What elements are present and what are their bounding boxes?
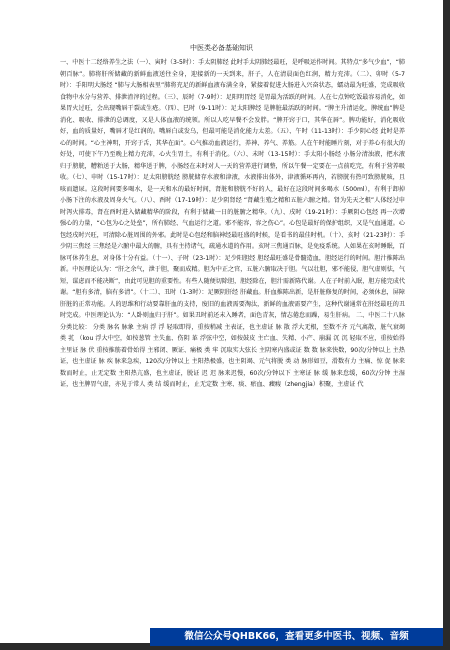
document-title: 中医类必备基础知识	[190, 44, 253, 52]
document-body: 一、中医十二经络养生之法（一）、寅时（3-5时）：手太阴肺经 此时手太阴肺经最旺，是呼吸运作时间。其特点“多气少血”，“肺朝百脉”。肺将肝所储藏的新鲜血液送往全身，迎接新的一天到来，肝子，人在清晨面色红润，精力充沛。（二）、卯时（5-7时）：手阳明大肠经 “肺与大肠相表里”肺将充足的新鲜血液布满全身，紧接着促进大肠进入兴奋状态，蠕动最为旺盛，完成吸收食物中水分与营养、排泄渣滓的过程。（三）、辰时（7-9时）：足阳明胃经 是胃最为活跃的时间。人在七点钟吃饭最容易消化，如果胃火过旺，会出现嘴唇干裂或生疮。（四）、巳时（9-11时）：足太阳脾经 是脾脏最活跃的时间。“脾主升清运化，脾统血”脾是消化、吸收、排泄的总调度，又是人体血液的统领。所以人吃早餐不会发胖。“脾开窍于口，其华在唇”。脾功能好，消化吸收好，血的质量好，嘴唇才是红润的。嘴唇白或发乌，但最可能是消化能力太差。（五）、午时（11-13时）：手少阴心经 此时是养心的时间。“心主神明，开窍于舌，其华在面”。心气推动血液运行，养神、养气、养筋。人在午时能睡片刻，对于养心有很大的好处，可使下午乃至晚上精力充沛，心火生胃土，有利于消化。（六）、未时（13-15时）：手太阳小肠经 小肠分清浊液，把水液归于膀胱，糟粕送于大肠，精华送于脾，小肠经在未时对人一天的营养进行调整，所以午餐一定要在一点前吃完，有利于营养吸收。（七）、申时（15-17时）：足太阳膀胱经 膀胱储存水液和津液，水液排出体外，津液循环再内，若膀胱有热可致膀胱咳，且咳而遗尿。这段时间要多喝水，是一天和水的最好时间，肾脏和膀胱不好的人，最好在这段时间多喝水（500ml），有利于卸掉小肠下注的水液及周身火气。（八）、酉时（17-19时）：足少阴肾经 “肾藏生殖之精和五脏六腑之精。肾为先天之根”人体经过申时泻火排毒，肾在酉时进入储藏精华的阶段，有利于储藏一日的脏腑之精华。（九）、戌时（19-21时）：手厥阴心包经 再一次增强心的力量，“心包为心之处垒”，所有肺经、气血运行之道。邪不能容，容之伤心”。心包是最好的保护组织，又是气血通道。心包经戌时兴旺，可清除心脏周围的外邪。此时是心包经和脑神经最旺盛的时候，是看书的最佳时机。（十）、亥时（21-23时）：手少阴三焦经 三焦经是六腑中最大的腑，具有主持诸气，疏通水道的作用。亥时三焦通百脉，是免疫系统。人如果在亥时睡眠，百脉可休养生息，对身体十分有益。（十一）、子时（23-1时）：足少阳胆经 胆经最旺盛是骨髓造血，胆经运行的时间。胆汁推陈出新。中医理论认为：“肝之余气，泄于胆，聚而成精。胆为中正之官，五脏六腑取决于胆。气以壮胆，邪不能侵，胆气虚则怯，气短，谋虑而不能决断”，由此可见胆的重要性。有些人随便切除胆，胆经除在，胆汁需新陈代谢。人在子时前入眠，胆方能完成代谢。“胆有多清，脑有多清”。（十二）、丑时（1-3时）：足厥阴肝经 肝藏血。肝血推陈出新，是肝脏修复的时间，必须休息，屏障肝脏的正常功能。人的思维和行动要靠肝血的支持，废旧的血液需要淘汰，新鲜的血液需要产生，这种代谢通常在肝经最旺的丑时完成。中医理论认为：“人卧则血归于肝”。如果丑时前还未入睡者，面色青灰，情志倦怠而躁，易生肝病。 二、中医二十八脉分类比较： 分类 脉名 脉象 主病 浮 浮 轻取即得，重按稍减 主表证，也主虚证 脉 散 浮大无根，至数不齐 元气离散，脏气衰竭 类 芤 （kou 浮大中空，如按葱管 主失血、伤阴 革 浮弦中空，如按鼓皮 主亡血、失精、小产、崩漏 沉 沉 轻取不应，重按始得 主里证 脉 伏 重按推筋着骨始得 主邪闭、厥证、痛极 类 牢 沉取实大弦长 主阴寒内盛或证 数 数 脉来快数，90次/分钟以上 主热证，也主虚证 脉 疾 脉来急疾，120次/分钟以上 主阳热极盛，也主阴竭、元气将脱 类 动 脉形如豆，滑数有力 主痛、惊 促 脉来数而时止，止无定数 主阳热亢盛，也主虚证，脱证 迟 迟 脉来迟慢，60次/分钟以下 主寒证 脉 缓 脉来怠缓，60次/分钟 主湿证，也主脾胃气虚，亦见于常人 类 结 缓而时止，止无定数 主寒、痰、瘀血、癥瘕（zhengjia）积聚，主虚证 代	[60, 59, 405, 388]
footer-banner: 微信公众号QHBK66，查看更多中医书、视频、音频	[150, 628, 443, 646]
page-shadow-right	[443, 0, 450, 650]
